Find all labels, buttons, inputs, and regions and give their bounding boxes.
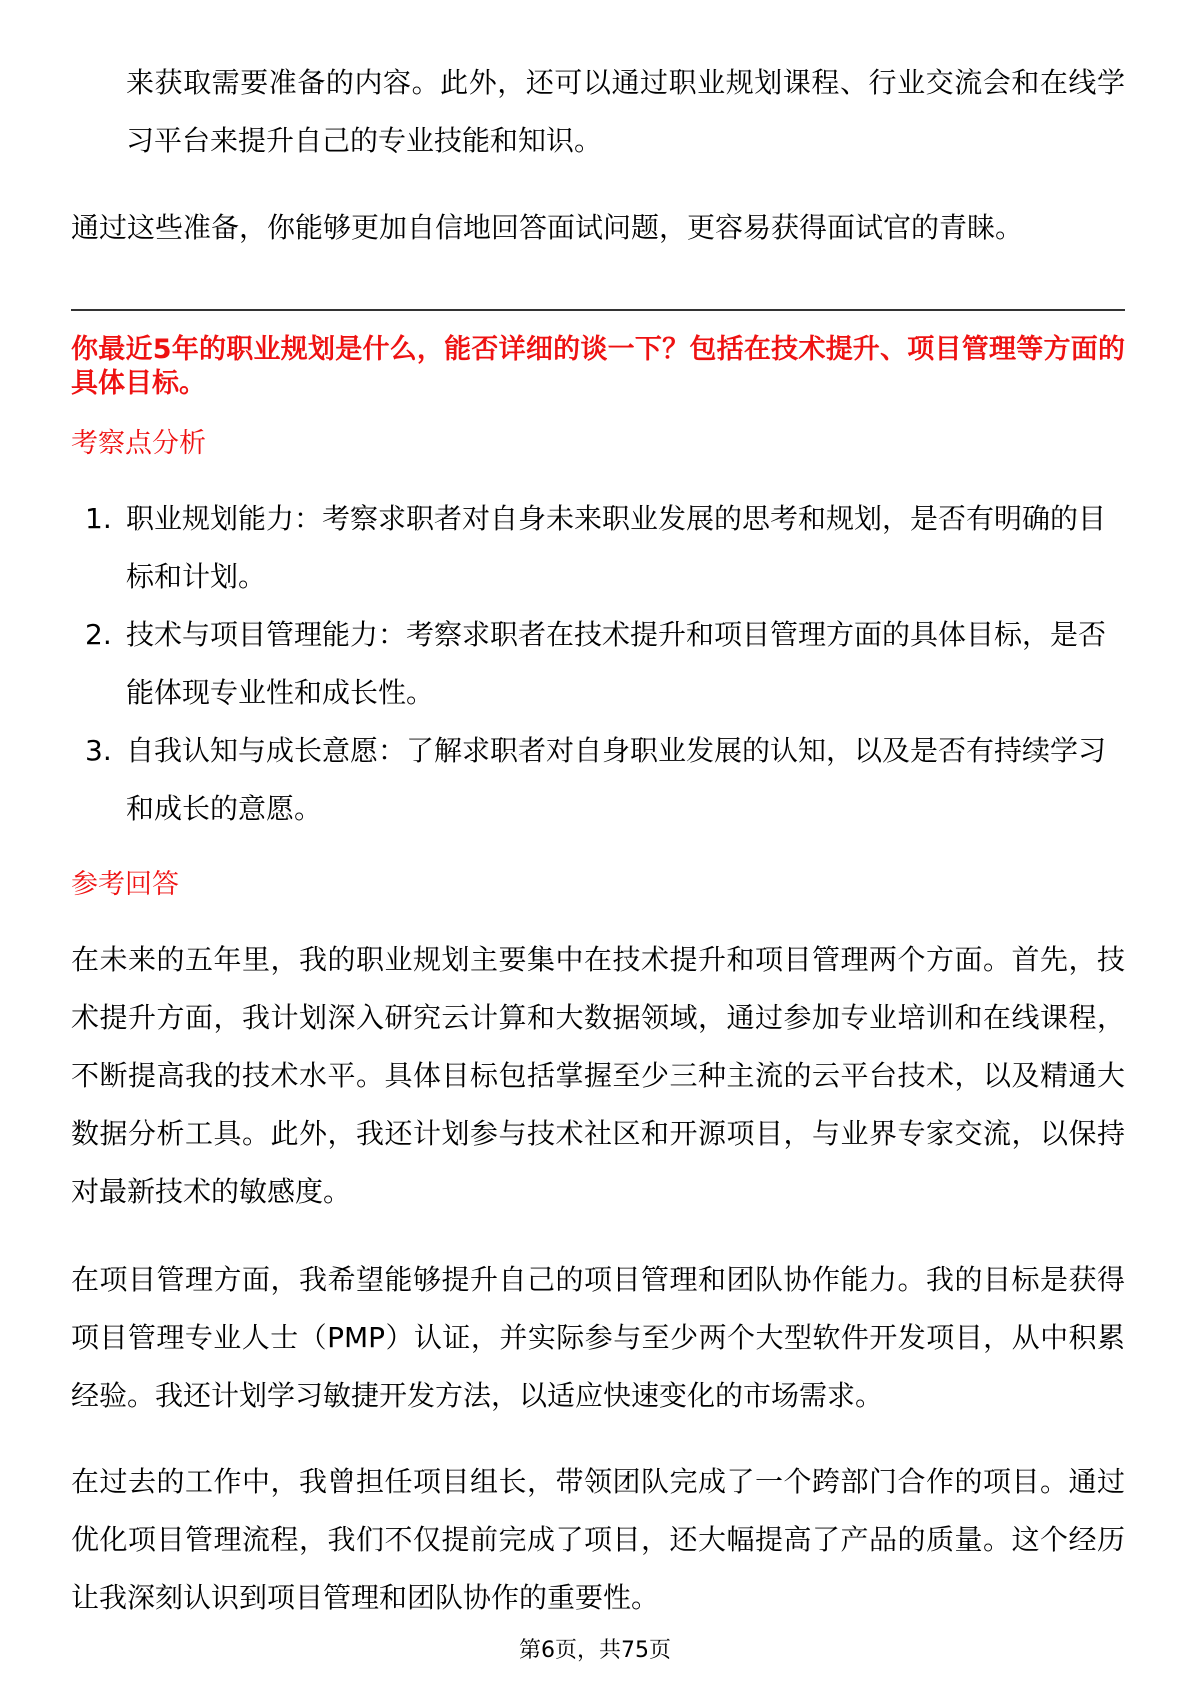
page-footer: 第6页，共75页: [519, 1638, 671, 1663]
answer-paragraph: 在过去的工作中，我曾担任项目组长，带领团队完成了一个跨部门合作的项目。通过优化项目管理流程，我们不仅提前完成了项目，还大幅提高了产品的质量。这个经历让我深刻认识到项目管理和团队协作的重要性。: [71, 1465, 1125, 1614]
list-item: [71, 606, 1125, 722]
section-divider: [71, 309, 1125, 311]
list-item-text: 职业规划能力：考察求职者对自身未来职业发展的思考和规划，是否有明确的目标和计划。: [126, 502, 1107, 593]
analysis-list: [71, 490, 1125, 838]
question-heading: 你最近5年的职业规划是什么，能否详细的谈一下？包括在技术提升、项目管理等方面的具体目标。: [71, 334, 1125, 399]
list-number: 1.: [85, 502, 112, 535]
answer-heading: 参考回答: [71, 869, 179, 900]
list-item: [71, 722, 1125, 838]
list-item-text: 自我认知与成长意愿：了解求职者对自身职业发展的认知，以及是否有持续学习和成长的意愿。: [126, 734, 1107, 825]
list-item: [71, 490, 1125, 606]
conclusion-paragraph: 通过这些准备，你能够更加自信地回答面试问题，更容易获得面试官的青睐。: [71, 211, 1024, 244]
list-item-text: 技术与项目管理能力：考察求职者在技术提升和项目管理方面的具体目标，是否能体现专业性和成长性。: [126, 618, 1107, 709]
analysis-heading: 考察点分析: [71, 428, 206, 459]
continuation-paragraph: 来获取需要准备的内容。此外，还可以通过职业规划课程、行业交流会和在线学习平台来提升自己的专业技能和知识。: [126, 66, 1125, 157]
list-number: 2.: [85, 618, 112, 651]
list-number: 3.: [85, 734, 112, 767]
answer-paragraph: 在项目管理方面，我希望能够提升自己的项目管理和团队协作能力。我的目标是获得项目管理专业人士（PMP）认证，并实际参与至少两个大型软件开发项目，从中积累经验。我还计划学习敏捷开发方法，以适应快速变化的市场需求。: [71, 1263, 1125, 1412]
answer-paragraph: 在未来的五年里，我的职业规划主要集中在技术提升和项目管理两个方面。首先，技术提升方面，我计划深入研究云计算和大数据领域，通过参加专业培训和在线课程，不断提高我的技术水平。具体目标包括掌握至少三种主流的云平台技术，以及精通大数据分析工具。此外，我还计划参与技术社区和开源项目，与业界专家交流，以保持对最新技术的敏感度。: [71, 943, 1125, 1208]
